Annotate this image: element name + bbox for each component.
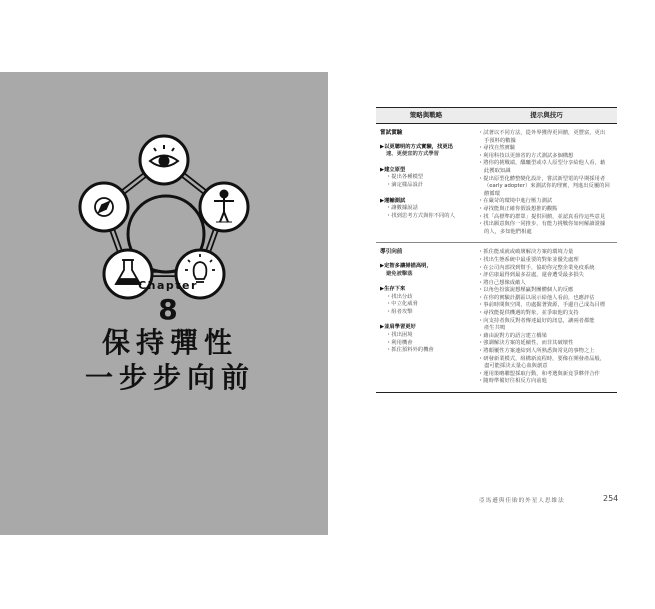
tip-line: ・向支持者與反對者傳達最好的訊息，讓兩者都能 bbox=[478, 317, 595, 324]
chapter-opener-page bbox=[0, 72, 328, 535]
tip-line: 此獲取知識 bbox=[484, 167, 511, 174]
strategy-table bbox=[376, 107, 617, 393]
strategy-subitem: ・找到思考方式與你不同的人 bbox=[386, 212, 455, 219]
strategy-column bbox=[376, 130, 476, 236]
tip-line: ・隨時準備好往相反方向前進 bbox=[478, 378, 547, 385]
tip-line: ・以角色扮演說想壓贏對團體個人的反應 bbox=[478, 287, 574, 294]
tip-line: ・找出生態系統中最重要的對象並優先處理 bbox=[478, 256, 579, 263]
tip-line: ・在公司內部找到幫手，協助你完整企業免疫系統 bbox=[478, 264, 595, 271]
tip-line: ・找出願意與你一同推步，有能力挑戰你如何解讀證據 bbox=[478, 221, 606, 228]
chapter-number: 8 bbox=[158, 293, 178, 326]
strategy-subitem: ・讓數據說話 bbox=[386, 205, 418, 212]
spacer bbox=[380, 316, 472, 320]
strategy-subitem: ・找出困境 bbox=[386, 332, 413, 339]
strategy-column bbox=[376, 249, 476, 386]
strategy-item: ▶生存下來 bbox=[380, 286, 406, 293]
strategy-subitem: ・提出各種模型 bbox=[386, 174, 424, 181]
tip-line: ・強調解決方案的延續性，而非其破壞性 bbox=[478, 340, 574, 347]
strategy-subitem: ・抓住預料外的機會 bbox=[386, 347, 434, 354]
strategy-item: ▶並肩學習更好 bbox=[380, 324, 416, 331]
strategy-subitem: ・中立化威脅 bbox=[386, 301, 418, 308]
section-title: 導引向前 bbox=[380, 249, 403, 256]
strategy-item: 速、更便宜的方式學習 bbox=[386, 151, 439, 158]
strategy-subitem: ・滴定樣品設計 bbox=[386, 181, 424, 188]
table-bottom-rule bbox=[376, 392, 617, 393]
tip-line: ・事前時間與空間，功處掘著資源，手邊自己成為目標 bbox=[478, 302, 606, 309]
tip-line: ・找「高標準的群眾」提供回饋，並認真看待這些意見 bbox=[478, 213, 606, 220]
eye-node bbox=[140, 136, 188, 184]
strategy-subitem: ・利用機會 bbox=[386, 339, 413, 346]
tip-line: ・尋找能提供機遇的對象，並爭取他的支持 bbox=[478, 310, 579, 317]
tip-line: ・在嚴苛的環境中進行壓力測試 bbox=[478, 198, 553, 205]
tip-line: ・尋找自然實驗 bbox=[478, 145, 516, 152]
tip-line: ・抓住能成就或破壞解決方案的環境力量 bbox=[478, 249, 574, 256]
tip-line: ・研發新業模式，組構新流程時，要像在開發產品般， bbox=[478, 355, 606, 362]
header-strategy: 策略與戰略 bbox=[409, 110, 443, 119]
tip-line: ・藉由說對方的語言建立橋梁 bbox=[478, 332, 547, 339]
table-section bbox=[376, 124, 617, 242]
running-footer-title: 亞馬遜與佳貽的外星人思維法 bbox=[479, 498, 565, 504]
tip-line: ・試著以不同方法，從外界獲得更回饋，更豐富，更出 bbox=[478, 130, 606, 136]
tip-line: 手預料的數據 bbox=[484, 137, 516, 144]
table-header bbox=[376, 107, 617, 124]
tip-line: 饋循環 bbox=[484, 190, 500, 197]
compass-node bbox=[80, 183, 128, 231]
strategy-subitem: ・組者攻擊 bbox=[386, 308, 413, 315]
tip-line: 盡可能採決太量心血與創意 bbox=[484, 363, 548, 370]
section-title: 嘗試實驗 bbox=[380, 130, 403, 136]
chapter-title-line-1: 保持彈性 bbox=[101, 326, 238, 359]
tip-line: ・提出原型化體整變化設計，嘗試新型電的早期採用者 bbox=[478, 175, 606, 182]
tip-line: 產生共鳴 bbox=[484, 325, 506, 332]
tip-line: ・評估康最得到最多益處，還會遭受最多損失 bbox=[478, 272, 584, 279]
tip-line: ・將顛覆性方案連結到人所熟悉與常見的事物之上 bbox=[478, 348, 595, 355]
chapter-title-line-2: 一步步向前 bbox=[84, 361, 255, 394]
strategy-item: 避免被擊落 bbox=[386, 270, 413, 277]
tip-line: （early adopter）來測試你的理實，判進出反覆的回 bbox=[484, 183, 610, 190]
strategy-item: ▶運輸測試 bbox=[380, 197, 406, 204]
spacer bbox=[380, 278, 472, 282]
spacer bbox=[380, 190, 472, 194]
tip-line: ・將你的挑戰端，醞釀型或卓人原型分享給他人看，藉 bbox=[478, 160, 606, 167]
tips-column bbox=[476, 130, 617, 236]
person-node bbox=[200, 183, 248, 231]
tip-line: ・利用科技以更節省的方式測試多個構想 bbox=[478, 152, 574, 159]
chapter-word: Chapter bbox=[138, 279, 198, 292]
strategy-item: ▶建立原型 bbox=[380, 166, 406, 173]
strategy-subitem: ・找出分歧 bbox=[386, 293, 413, 300]
spacer bbox=[380, 159, 472, 163]
tip-line: 的人，多知他們相處 bbox=[484, 228, 532, 235]
tip-line: ・尋找能與正確你假設想推的觀點 bbox=[478, 205, 558, 212]
header-tips: 提示與技巧 bbox=[530, 110, 563, 119]
tips-column bbox=[476, 249, 617, 386]
strategy-item: ▶定智多讓掃描高明， bbox=[380, 262, 432, 269]
table-section bbox=[376, 242, 617, 392]
page-number: 254 bbox=[603, 494, 619, 503]
tip-line: ・運用策略聯盟採取行動，和考選與新竟爭夥伴合作 bbox=[478, 370, 600, 377]
strategy-item: ▶以更聰明的方式實驗，找更迅 bbox=[380, 143, 453, 150]
tip-line: ・在你的實驗計劃區以展示給他人看前，也應評估 bbox=[478, 294, 595, 301]
tip-line: ・將自己想像成敵人 bbox=[478, 279, 526, 286]
